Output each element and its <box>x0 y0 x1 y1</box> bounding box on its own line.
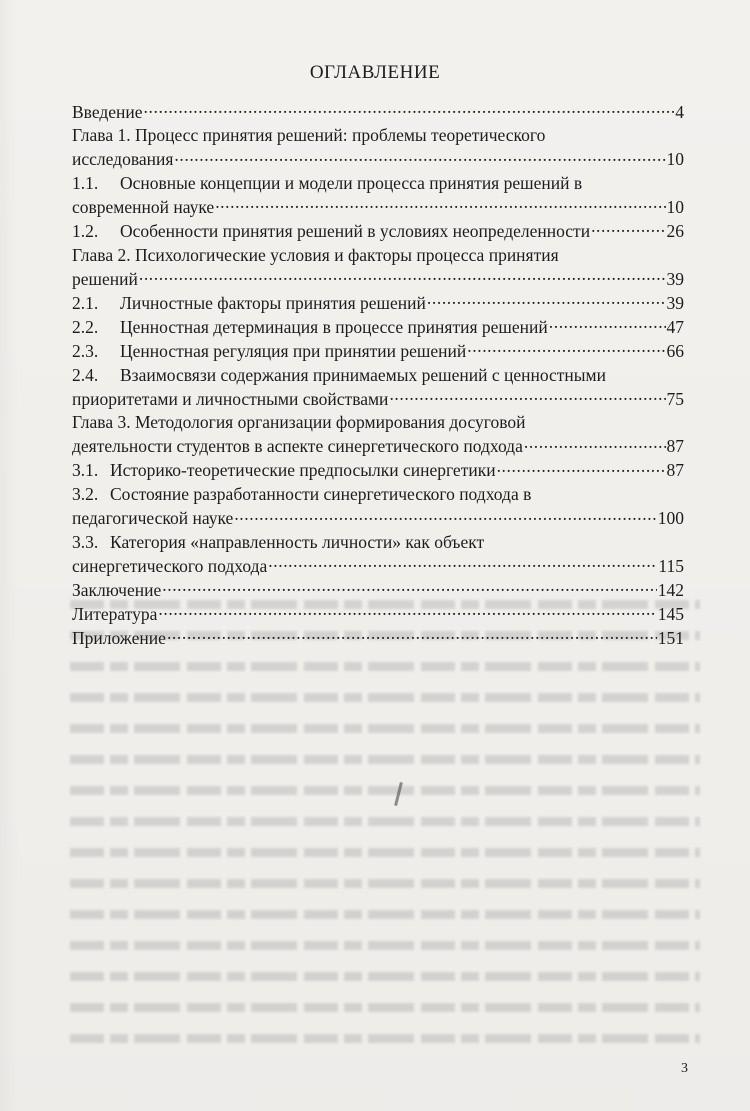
toc-entry-page: 151 <box>657 628 684 649</box>
toc-entry-number: 3.1. <box>72 460 99 481</box>
toc-entry-title: Глава 3. Методология организации формирования досуговой <box>72 412 526 433</box>
toc-entry-page: 39 <box>666 268 684 289</box>
reverse-side-bleed-through <box>70 600 700 1070</box>
toc-entry-page: 142 <box>657 579 684 600</box>
toc-entry <box>72 602 684 626</box>
dot-leader <box>524 435 666 453</box>
toc-entry-title: Введение <box>72 101 143 122</box>
toc-entry-title: Личностные факторы принятия решений <box>120 292 426 313</box>
toc-entry <box>72 578 684 602</box>
toc-entry <box>72 483 684 531</box>
toc-entry <box>72 531 684 579</box>
toc-entry-page: 10 <box>666 196 684 217</box>
table-of-contents <box>72 100 684 651</box>
toc-entry-page: 87 <box>666 436 684 457</box>
toc-entry-title: Состояние разработанности синергетического подхода в <box>110 484 532 504</box>
dot-leader <box>467 339 665 357</box>
toc-entry <box>72 100 684 124</box>
toc-entry-title: Категория «направленность личности» как объект <box>110 531 485 552</box>
dot-leader <box>497 459 666 477</box>
toc-heading: ОГЛАВЛЕНИЕ <box>309 62 441 83</box>
toc-entry-number: 2.2. <box>72 316 99 337</box>
toc-entry-title: Глава 2. Психологические условия и факторы процесса принятия <box>72 244 559 265</box>
dot-leader <box>167 627 657 645</box>
toc-entry <box>72 364 684 412</box>
toc-entry-title: Историко-теоретические предпосылки синергетики <box>110 460 496 481</box>
toc-entry-title: исследования <box>72 149 174 170</box>
toc-entry-page: 115 <box>658 555 684 576</box>
toc-entry-page: 10 <box>666 149 684 170</box>
toc-entry-title: педагогической науке <box>72 508 234 529</box>
toc-entry-title: Ценностная детерминация в процессе принятия решений <box>120 316 548 337</box>
dot-leader <box>549 315 666 333</box>
dot-leader <box>144 100 675 118</box>
toc-entry-number: 2.1. <box>72 292 99 313</box>
dot-leader <box>268 554 657 572</box>
toc-entry-title: деятельности студентов в аспекте синергетического подхода <box>72 436 523 457</box>
toc-entry-page: 66 <box>666 340 684 361</box>
toc-entry-page: 100 <box>657 508 684 529</box>
toc-entry-page: 4 <box>675 101 684 122</box>
dot-leader <box>162 578 657 596</box>
toc-entry-title: синергетического подхода <box>72 555 268 576</box>
toc-entry-number: 2.4. <box>72 364 99 385</box>
toc-entry-page: 87 <box>666 460 684 481</box>
toc-entry-page: 47 <box>666 316 684 337</box>
page-number: 3 <box>681 1061 688 1076</box>
toc-entry-page: 26 <box>666 220 684 241</box>
toc-entry <box>72 339 684 363</box>
toc-entry <box>72 172 684 220</box>
toc-entry-page: 75 <box>666 388 684 409</box>
toc-entry-title: Взаимосвязи содержания принимаемых решений с ценностными <box>120 364 606 385</box>
toc-entry-number: 1.2. <box>72 220 99 241</box>
toc-entry-title: приоритетами и личностными свойствами <box>72 388 389 409</box>
toc-entry <box>72 244 684 292</box>
toc-entry-title: Основные концепции и модели процесса принятия решений в <box>120 172 583 193</box>
toc-entry-title: Заключение <box>72 579 162 600</box>
toc-entry <box>72 627 684 651</box>
toc-entry-number: 3.3. <box>72 531 99 552</box>
toc-entry <box>72 219 684 243</box>
toc-entry <box>72 124 684 172</box>
toc-entry <box>72 315 684 339</box>
dot-leader <box>158 602 656 620</box>
toc-entry-page: 39 <box>666 292 684 313</box>
dot-leader <box>174 148 665 166</box>
dot-leader <box>234 507 656 525</box>
toc-entry-title: Ценностная регуляция при принятии решений <box>120 340 467 361</box>
toc-entry-title: решений <box>72 268 138 289</box>
toc-entry-title: Приложение <box>72 628 166 649</box>
toc-entry-title: современной науке <box>72 196 215 217</box>
toc-entry-page: 145 <box>657 603 684 624</box>
toc-entry-title: Особенности принятия решений в условиях неопределенности <box>120 220 591 241</box>
toc-entry <box>72 459 684 483</box>
toc-entry <box>72 291 684 315</box>
dot-leader <box>591 219 665 237</box>
dot-leader <box>139 267 666 285</box>
toc-entry-title: Литература <box>72 603 158 624</box>
toc-entry-number: 2.3. <box>72 340 99 361</box>
toc-entry-number: 1.1. <box>72 172 99 193</box>
dot-leader <box>427 291 666 309</box>
dot-leader <box>215 195 665 213</box>
toc-entry-title: Глава 1. Процесс принятия решений: проблемы теоретического <box>72 125 546 146</box>
dot-leader <box>389 387 665 405</box>
toc-entry <box>72 411 684 459</box>
toc-entry-number: 3.2. <box>72 484 99 504</box>
